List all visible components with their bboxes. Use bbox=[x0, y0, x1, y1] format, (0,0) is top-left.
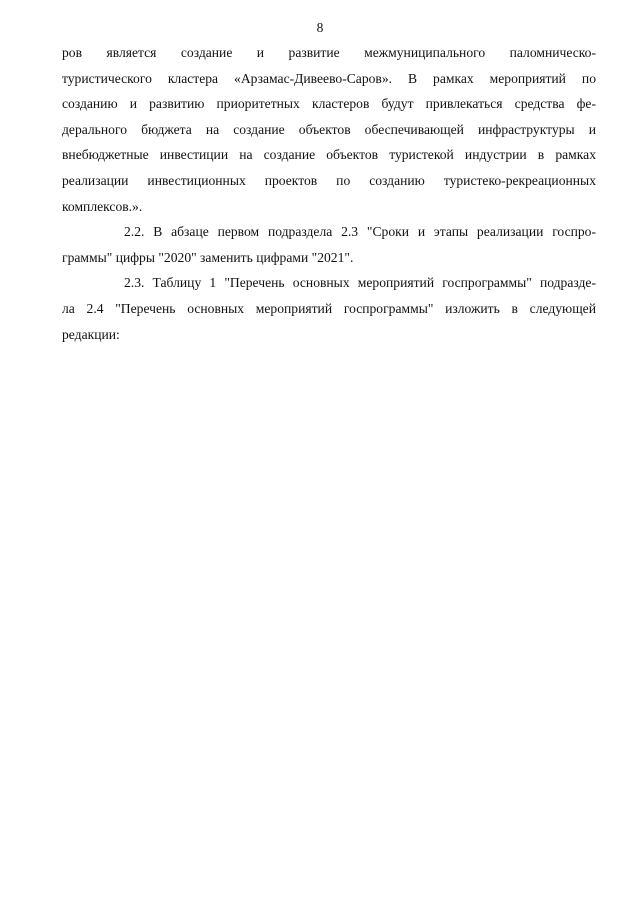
paragraph-2-2 bbox=[62, 219, 596, 270]
text-line: туристического кластера «Арзамас-Дивеево-Саров». В рамках мероприятий по bbox=[62, 70, 596, 86]
text-line: граммы" цифры "2020" заменить цифрами "2021". bbox=[62, 249, 354, 265]
text-line: ла 2.4 "Перечень основных мероприятий госпрограммы" изложить в следующей bbox=[62, 300, 596, 316]
text-line: созданию и развитию приоритетных кластеров будут привлекаться средства фе- bbox=[62, 96, 596, 112]
text-line: ров является создание и развитие межмуниципального паломническо- bbox=[62, 45, 596, 60]
paragraph-1 bbox=[62, 40, 596, 219]
text-line: дерального бюджета на создание объектов обеспечивающей инфраструктуры и bbox=[62, 121, 596, 137]
text-line: реализации инвестиционных проектов по созданию туристеко-рекреационных bbox=[62, 172, 596, 188]
text-line: редакции: bbox=[62, 326, 120, 342]
paragraph-2-3 bbox=[62, 270, 596, 347]
text-line: 2.3. Таблицу 1 "Перечень основных мероприятий госпрограммы" подразде- bbox=[124, 275, 596, 291]
text-line: комплексов.». bbox=[62, 198, 143, 214]
text-line: 2.2. В абзаце первом подраздела 2.3 "Сроки и этапы реализации госпро- bbox=[124, 224, 596, 240]
page-number: 8 bbox=[316, 20, 324, 35]
text-line: внебюджетные инвестиции на создание объектов туристекой индустрии в рамках bbox=[62, 147, 596, 163]
body-text bbox=[62, 40, 596, 347]
